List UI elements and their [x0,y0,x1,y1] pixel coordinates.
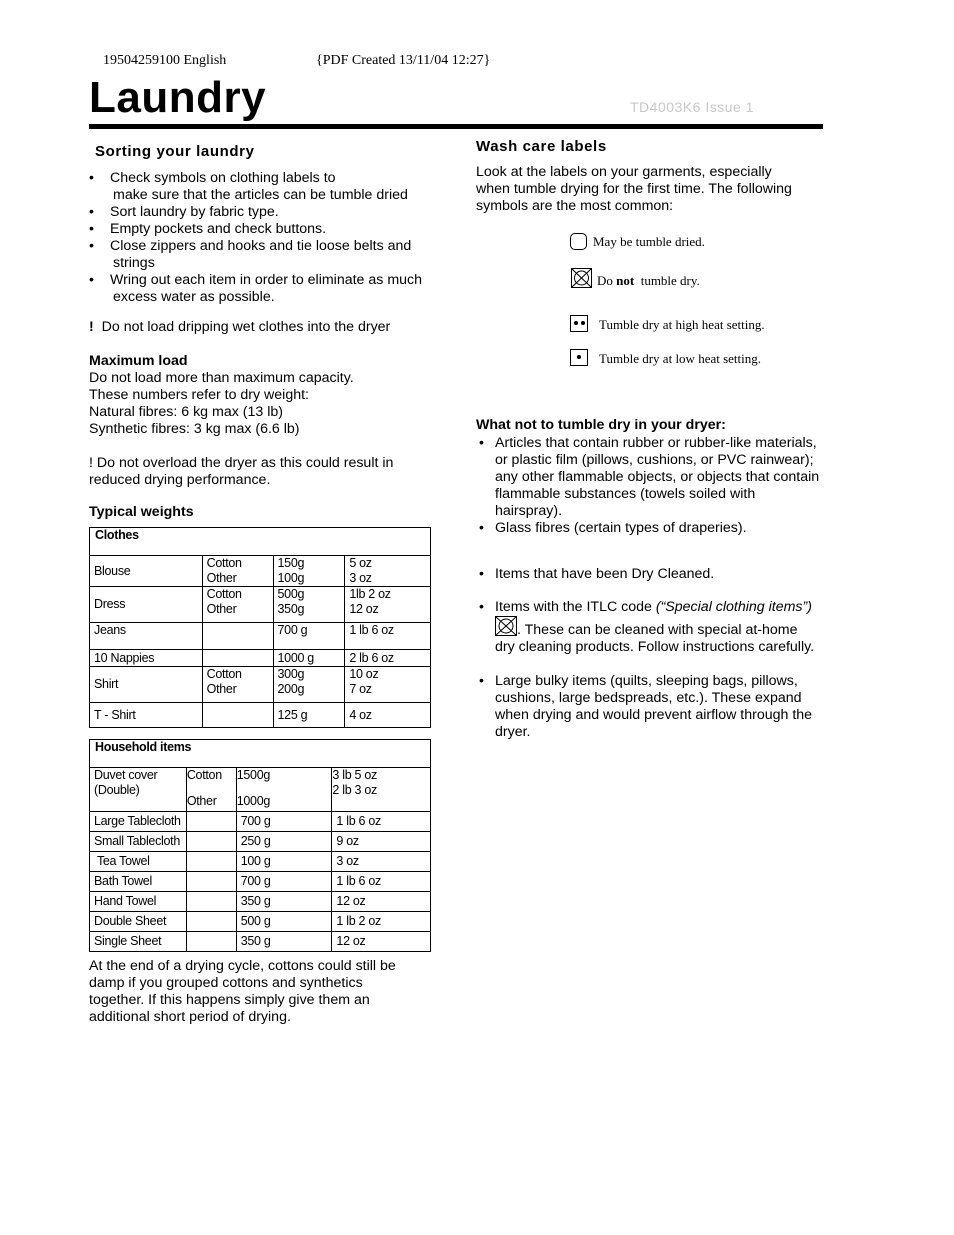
list-item: • Large bulky items (quilts, sleeping bags, pillows, cushions, large bedspreads, etc.). These expand when drying and would prevent airflow through the dryer. [476,673,836,741]
wash-care-heading: Wash care labels [476,138,607,155]
not-to-dry-list [476,599,836,656]
list-item: • Items with the ITLC code (“Special clothing items”) . These can be cleaned with special at-home dry cleaning products. Follow instructions carefully. [476,599,836,656]
tumble-dry-icon [570,233,587,250]
table-row: Dress Cotton Other 500g 350g 1lb 2 oz 12 oz [90,587,431,623]
tumble-dry-high-heat-icon [570,315,588,332]
table-row: Shirt Cotton Other 300g 200g 10 oz 7 oz [90,667,431,703]
not-to-dry-list [476,435,836,537]
table-row: Large Tablecloth 700 g 1 lb 6 oz [90,812,431,832]
list-item: • Close zippers and hooks and tie loose belts and strings [89,238,439,272]
table-row: Tea Towel 100 g 3 oz [90,852,431,872]
wash-care-intro: Look at the labels on your garments, especially when tumble drying for the first time. The following symbols are the most common: [476,164,792,214]
not-to-dry-list [476,566,836,583]
clothes-weights-table [89,527,431,728]
max-load-section: Maximum load Do not load more than maximum capacity. These numbers refer to dry weight: Natural fibres: 6 kg max (13 lb) Synthetic fibres: 3 kg max (6.6 lb) ! Do not overload the dryer as this could result in reduced drying performance. [89,353,439,489]
list-item: • Sort laundry by fabric type. [89,204,439,221]
table-row: Duvet cover (Double) Cotton Other 1500g 1000g 3 lb 5 oz 2 lb 3 oz [90,768,431,812]
list-item: • Glass fibres (certain types of draperies). [476,520,836,537]
clothes-heading: Clothes [90,528,431,556]
symbol-label: Do not tumble dry. [597,273,700,288]
table-row: Blouse Cotton Other 150g 100g 5 oz 3 oz [90,556,431,587]
tumble-dry-low-heat-icon [570,349,588,366]
table-row: Hand Towel 350 g 12 oz [90,892,431,912]
list-item: • Items that have been Dry Cleaned. [476,566,836,583]
not-to-dry-heading: What not to tumble dry in your dryer: [476,417,726,433]
table-row: Double Sheet 500 g 1 lb 2 oz [90,912,431,932]
end-note: At the end of a drying cycle, cottons could still be damp if you grouped cottons and synthetics together. If this happens simply give them an additional short period of drying. [89,958,396,1025]
typical-weights-heading: Typical weights [89,504,194,520]
list-item: • Articles that contain rubber or rubber-like materials, or plastic film (pillows, cushions, or PVC rainwear); any other flammable objects, or objects that contain flammable substances (towels soiled with hairspray). [476,435,836,520]
symbol-label: Tumble dry at high heat setting. [599,317,765,332]
dripping-warning: ! Do not load dripping wet clothes into the dryer [89,319,391,335]
table-row: Small Tablecloth 250 g 9 oz [90,832,431,852]
table-row: T - Shirt 125 g 4 oz [90,703,431,728]
title-rule [89,124,823,129]
overload-warning: ! Do not overload the dryer as this could result in [89,455,394,471]
list-item: • Wring out each item in order to eliminate as much excess water as possible. [89,272,439,306]
document-reference: 19504259100 English [103,53,227,68]
symbol-label: May be tumble dried. [593,234,705,249]
list-item: • Check symbols on clothing labels to make sure that the articles can be tumble dried [89,170,439,204]
household-weights-table [89,739,431,952]
issue-label: TD4003K6 Issue 1 [630,99,754,115]
sorting-list [89,170,439,306]
list-item: • Empty pockets and check buttons. [89,221,439,238]
table-row: 10 Nappies 1000 g 2 lb 6 oz [90,650,431,667]
not-to-dry-list [476,673,836,741]
table-row: Jeans 700 g 1 lb 6 oz [90,623,431,650]
pdf-created-stamp: {PDF Created 13/11/04 12:27} [316,53,491,68]
page-title: Laundry [89,73,267,122]
table-row: Bath Towel 700 g 1 lb 6 oz [90,872,431,892]
sorting-heading: Sorting your laundry [95,143,255,160]
do-not-tumble-dry-icon [571,268,592,288]
max-load-heading: Maximum load [89,353,188,369]
symbol-label: Tumble dry at low heat setting. [599,351,762,366]
itlc-dry-clean-icon [495,616,517,636]
table-row: Single Sheet 350 g 12 oz [90,932,431,952]
household-heading: Household items [90,740,431,768]
